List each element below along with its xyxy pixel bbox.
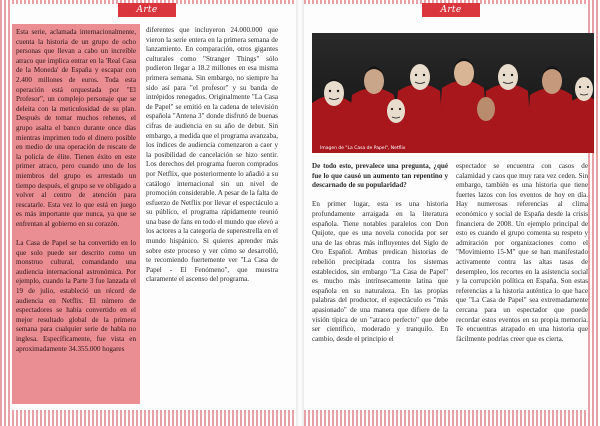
paragraph: espectador se encuentra con casos de calamidad y caos que muy rara vez ceden. Sin embargo, también es una historia que tiene fuertes lazos con los eventos de hoy en día. Hay numerosas referencias al clima económico y social de España desde la crisis financiera de 2008. Un ejemplo principal de esto es cuando el grupo comenta su respeto y admiración por organizaciones como el "Movimiento 15-M" que se han manifestado activamente contra las altas tasas de desempleo, los recortes en la asistencia social y la corrupción política en España. Son estas referencias a la historia auténtica lo que hace que "La Casa de Papel" sea extremadamente cercana para un espectador que puede recordar estos eventos en su propia memoria. Te encuentras atrapado en una historia que fácilmente podrías creer que es cierta. <box>456 162 588 343</box>
paragraph: La Casa de Papel se ha convertido en lo que solo puede ser descrito como un monstruo cultural, comandando una audiencia internacional astronómica. Por ejemplo, cuando la Parte 3 fue lanzada el 19 de julio, estableció un récord de audiencia en Netflix. El número de espectadores se había convertido en el mejor resultado global de la primera semana para cualquier serie de habla no inglesa. Específicamente, fue vista en aproximadamente 34.355.000 hogares <box>16 239 136 353</box>
cast-photo-illustration <box>312 33 594 153</box>
left-bottom-stripes <box>0 410 296 426</box>
right-bottom-stripes <box>304 410 600 426</box>
right-page <box>304 0 600 426</box>
article-column <box>146 26 278 408</box>
paragraph: Esta serie, aclamada internacionalmente, cuenta la historia de un grupo de ocho personas que llevan a cabo un increíble atraco que implica entrar en la 'Real Casa de la Moneda' de España y escapar con 2.400 millones de euros. Toda esta operación está orquestada por "El Profesor", un complejo personaje que se deleita con la meticulosidad de su plan. Después de tomar muchos rehenes, el grupo asalta el banco durante once días mientras imprimen todo el dinero posible en medio de una operación de rescate de la policía de élite. Tienen éxito en este primer atraco, pero cuando uno de los miembros del grupo es arrestado un tiempo después, el grupo se ve obligado a volver al centro de atención para rescatarle. Esta vez lo que está en juego es más importante que nunca, ya que se enfrentan al gobierno en su corazón. <box>16 28 136 228</box>
photo-caption: Imagen de "La Casa de Papel", Netflix <box>320 146 406 151</box>
cast-photo <box>312 33 594 153</box>
left-page <box>0 0 296 426</box>
middle-column <box>312 162 448 408</box>
page-gutter <box>296 0 304 426</box>
section-label: Arte <box>118 3 176 17</box>
left-edge-stripes <box>0 0 12 426</box>
paragraph: diferentes que incluyeron 24.000.000 que vieron la serie entera en la primera semana de lanzamiento. En comparación, otros gigantes culturales como "Stranger Things" sólo pudieron llegar a 18.2 millones en esa misma primera semana. Sin embargo, no siempre ha sido así para "el profesor" y su banda de intrépidos renegados. Originalmente "La Casa de Papel" se emitió en la cadena de televisión española "Antena 3" donde disfrutó de buenas cifras de audiencia en su año de debut. Sin embargo, a medida que el programa avanzaba, los índices de audiencia comenzaron a caer y la posibilidad de cancelación se hizo sentir. Los derechos del programa fueron comprados por Netflix, que posteriormente lo añadió a su catálogo internacional sin un nivel de promoción considerable. A pesar de la falta de esfuerzo de Netflix por llevar el espectáculo a su público, el programa rápidamente reunió una base de fans en todo el mundo que elevó a los actores a la categoría de superestrella en el mundo hispánico. Si quieres aprender más sobre este proceso y ver cómo se desarrolló, te recomiendo fuertemente ver "La Casa de Papel - El Fenómeno", que muestra claramente el ascenso del programa. <box>146 26 278 284</box>
lead-question: De todo esto, prevalece una pregunta, ¿qué fue lo que causó un aumento tan repentino y descarnado de su popularidad? <box>312 162 448 190</box>
right-column <box>456 162 588 408</box>
section-label: Arte <box>422 3 480 17</box>
paragraph: En primer lugar, esta es una historia profundamente arraigada en la literatura española. Tiene notables paralelos con Don Quijote, que es una novela conocida por ser una de las obras más influyentes del Siglo de Oro Español. Ambas predican historias de rebelión precipitada contra los sistemas establecidos, sin embargo "La Casa de Papel" es mucho más intrínsecamente latina que española en su naturaleza. En las propias palabras del productor, el espectáculo es "más apasionado" de una manera que difiere de la visión típica de un "atraco perfecto" que debe ser científico, moderado y tranquilo. En cambio, desde el principio el <box>312 200 448 343</box>
pink-column-text <box>16 28 136 404</box>
